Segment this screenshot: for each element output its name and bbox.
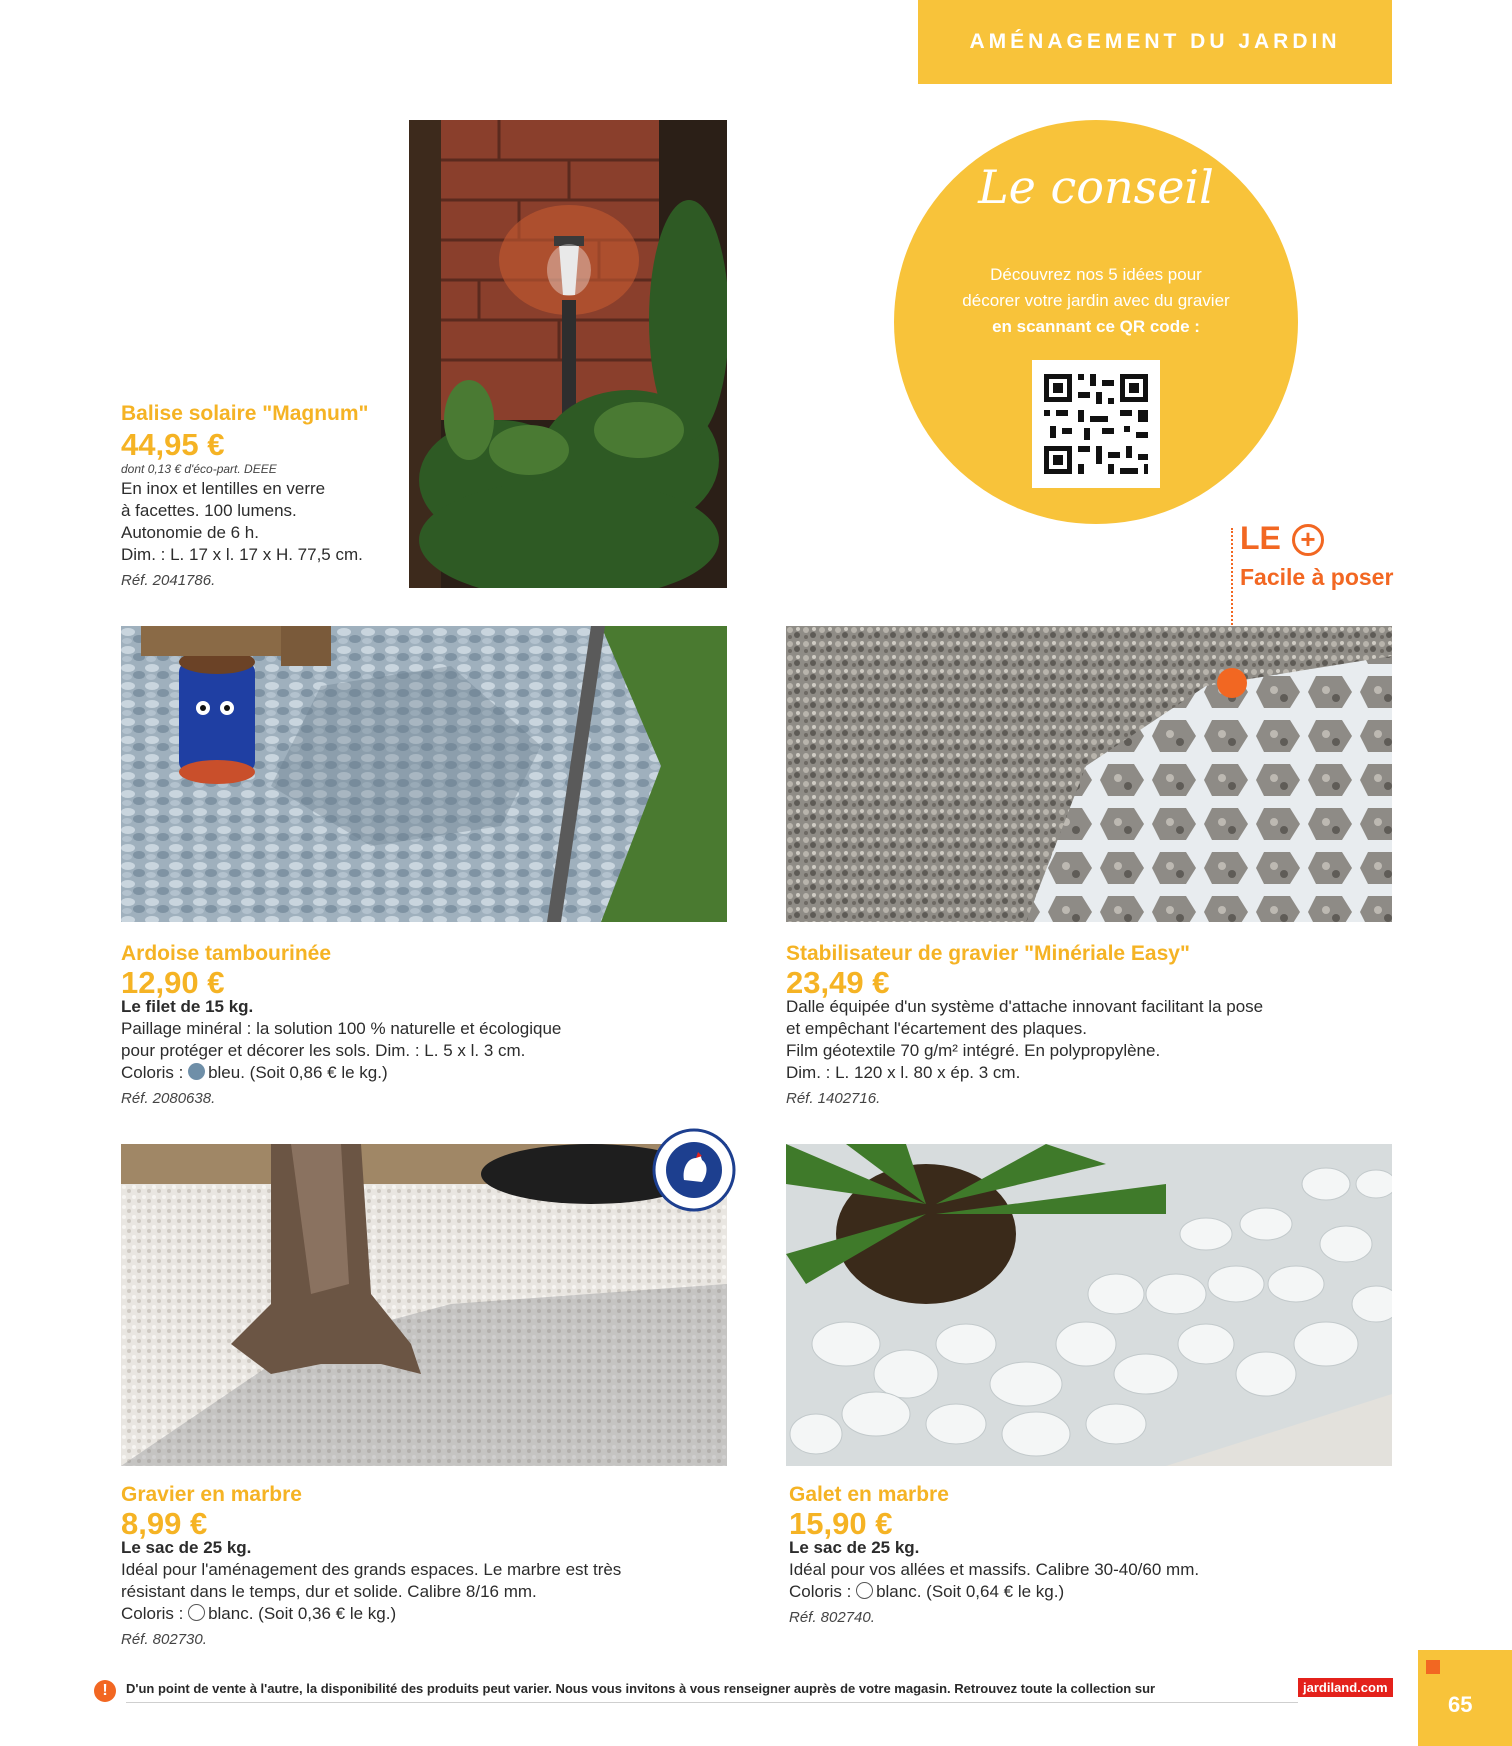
- galet-unit: Le sac de 25 kg.: [789, 1538, 920, 1557]
- gravier-price: 8,99 €: [121, 1506, 208, 1541]
- section-header: [918, 0, 1392, 84]
- le-plus-marker: [1217, 668, 1247, 698]
- balise-price: 44,95 €: [121, 427, 225, 462]
- balise-title: Balise solaire "Magnum": [121, 402, 369, 425]
- conseil-text: [920, 262, 1272, 340]
- ardoise-title: Ardoise tambourinée: [121, 942, 332, 965]
- galet-description: [789, 1537, 1199, 1603]
- balise-eco-note: dont 0,13 € d'éco-part. DEEE: [121, 462, 277, 476]
- galet-ref: Réf. 802740.: [789, 1609, 875, 1626]
- gravier-title: Gravier en marbre: [121, 1483, 302, 1506]
- ardoise-photo: [121, 626, 727, 922]
- le-plus-subtitle: Facile à poser: [1240, 564, 1394, 590]
- balise-ref: Réf. 2041786.: [121, 572, 216, 589]
- conseil-line-2: décorer votre jardin avec du gravier: [962, 291, 1230, 310]
- balise-line-4: Dim. : L. 17 x l. 17 x H. 77,5 cm.: [121, 545, 363, 564]
- stabilisateur-line-4: Dim. : L. 120 x l. 80 x ép. 3 cm.: [786, 1063, 1021, 1082]
- ardoise-description: [121, 996, 561, 1084]
- gravier-color-text: blanc. (Soit 0,36 € le kg.): [208, 1604, 397, 1623]
- galet-photo: [786, 1144, 1392, 1466]
- ardoise-color: [121, 1062, 561, 1084]
- ardoise-color-text: bleu. (Soit 0,86 € le kg.): [208, 1063, 388, 1082]
- stabilisateur-photo: [786, 626, 1392, 922]
- plus-circle-icon: +: [1292, 524, 1324, 556]
- gravier-line-2: résistant dans le temps, dur et solide. Calibre 8/16 mm.: [121, 1582, 537, 1601]
- gravier-ref: Réf. 802730.: [121, 1631, 207, 1648]
- gravier-photo: [121, 1144, 727, 1466]
- balise-line-2: à facettes. 100 lumens.: [121, 501, 297, 520]
- stabilisateur-line-3: Film géotextile 70 g/m² intégré. En polypropylène.: [786, 1041, 1161, 1060]
- galet-color-prefix: Coloris :: [789, 1582, 857, 1601]
- stabilisateur-title: Stabilisateur de gravier "Minériale Easy": [786, 942, 1190, 965]
- gravier-color-prefix: Coloris :: [121, 1604, 189, 1623]
- conseil-line-1: Découvrez nos 5 idées pour: [990, 265, 1202, 284]
- conseil-title: Le conseil: [978, 160, 1214, 214]
- stabilisateur-description: [786, 996, 1263, 1084]
- balise-description: [121, 478, 363, 566]
- gravier-description: [121, 1537, 621, 1625]
- ardoise-color-prefix: Coloris :: [121, 1063, 189, 1082]
- ardoise-unit: Le filet de 15 kg.: [121, 997, 254, 1016]
- ardoise-line-2: pour protéger et décorer les sols. Dim. : L. 5 x l. 3 cm.: [121, 1041, 526, 1060]
- qr-code-icon: [1032, 360, 1160, 488]
- balise-line-3: Autonomie de 6 h.: [121, 523, 259, 542]
- footer-divider: [126, 1702, 1298, 1703]
- qr-code[interactable]: [1032, 360, 1160, 488]
- section-title: AMÉNAGEMENT DU JARDIN: [969, 30, 1341, 53]
- conseil-line-3: en scannant ce QR code :: [992, 317, 1200, 336]
- gravier-line-1: Idéal pour l'aménagement des grands espaces. Le marbre est très: [121, 1560, 622, 1579]
- ardoise-line-1: Paillage minéral : la solution 100 % naturelle et écologique: [121, 1019, 562, 1038]
- stabilisateur-price: 23,49 €: [786, 965, 890, 1000]
- galet-title: Galet en marbre: [789, 1483, 949, 1506]
- galet-price: 15,90 €: [789, 1506, 893, 1541]
- blue-swatch: [188, 1063, 205, 1080]
- stabilisateur-ref: Réf. 1402716.: [786, 1090, 881, 1107]
- page-tab-mark: [1426, 1660, 1440, 1674]
- page-number: 65: [1448, 1692, 1473, 1717]
- footer-notice: D'un point de vente à l'autre, la disponibilité des produits peut varier. Nous vous invitons à vous renseigner auprès de votre magasin. Retrouvez toute la collection sur: [126, 1681, 1156, 1696]
- white-swatch: [188, 1604, 205, 1621]
- balise-line-1: En inox et lentilles en verre: [121, 479, 326, 498]
- stabilisateur-line-2: et empêchant l'écartement des plaques.: [786, 1019, 1087, 1038]
- le-plus-label: LE: [1240, 520, 1281, 556]
- balise-photo: [409, 120, 727, 588]
- fabrique-en-france-badge: [652, 1128, 736, 1212]
- ardoise-ref: Réf. 2080638.: [121, 1090, 216, 1107]
- info-icon: !: [94, 1680, 116, 1702]
- gravier-unit: Le sac de 25 kg.: [121, 1538, 252, 1557]
- galet-line-1: Idéal pour vos allées et massifs. Calibre 30-40/60 mm.: [789, 1560, 1200, 1579]
- stabilisateur-line-1: Dalle équipée d'un système d'attache innovant facilitant la pose: [786, 997, 1264, 1016]
- gravier-color: [121, 1603, 621, 1625]
- galet-color-text: blanc. (Soit 0,64 € le kg.): [876, 1582, 1065, 1601]
- jardiland-link[interactable]: jardiland.com: [1298, 1678, 1393, 1697]
- rooster-icon: [652, 1128, 736, 1212]
- white-swatch: [856, 1582, 873, 1599]
- ardoise-price: 12,90 €: [121, 965, 225, 1000]
- galet-color: [789, 1581, 1199, 1603]
